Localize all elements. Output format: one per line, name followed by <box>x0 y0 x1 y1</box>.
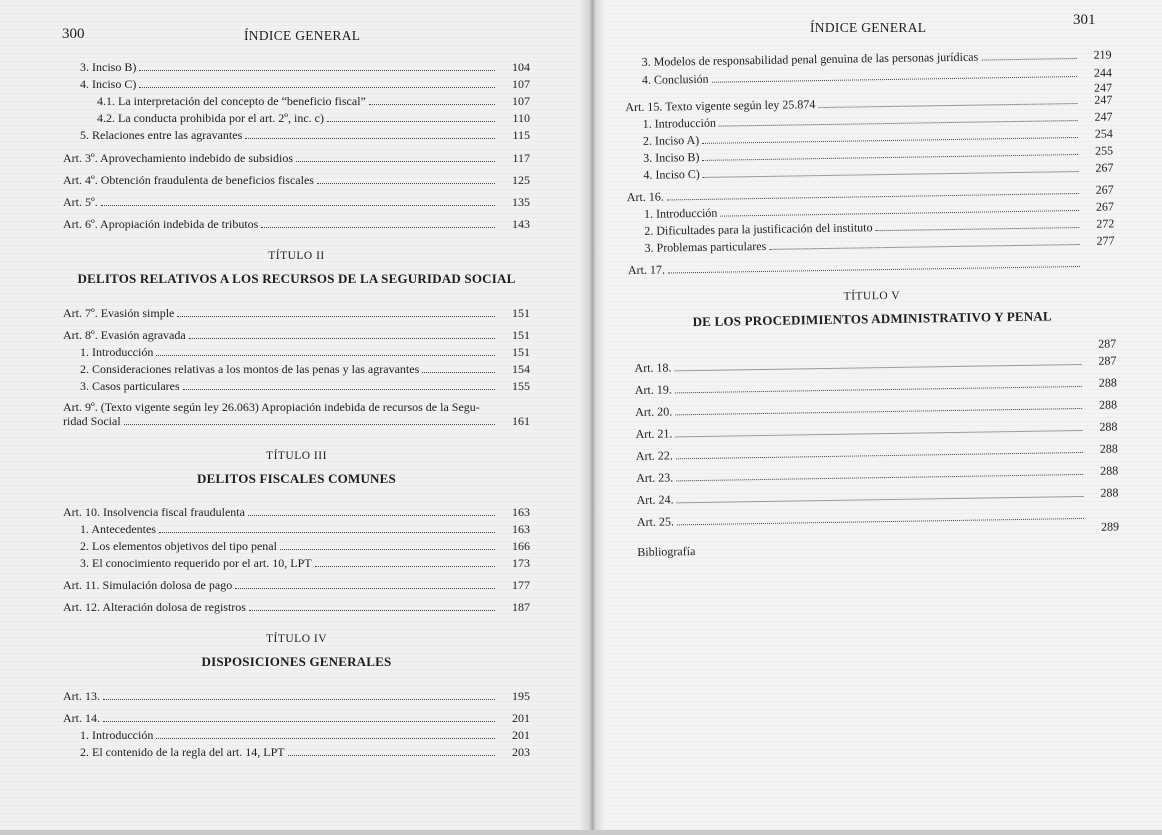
toc-entry-page: 288 <box>1099 419 1118 434</box>
toc-entry[interactable] <box>636 485 1118 507</box>
toc-entry-page: 177 <box>512 578 530 592</box>
toc-entry[interactable] <box>63 195 530 209</box>
toc-entry-page: 107 <box>512 77 530 91</box>
toc-entry-page: 117 <box>512 151 530 165</box>
leader-dots <box>296 151 495 162</box>
toc-entry-page: 244 <box>1093 65 1112 80</box>
toc-entry-page <box>1083 266 1115 267</box>
leader-dots <box>719 110 1078 127</box>
toc-entry-label: Art. 12. Alteración dolosa de registros <box>63 600 246 614</box>
leader-dots <box>675 376 1082 393</box>
toc-entry[interactable] <box>637 507 1119 529</box>
page-number: 300 <box>62 26 85 42</box>
leader-dots <box>124 414 495 425</box>
toc-entry-label: 3. Modelos de responsabilidad penal genuina de las personas jurídicas <box>641 49 979 69</box>
leader-dots <box>711 66 1076 83</box>
toc-entry-label: Art. 25. <box>636 514 674 529</box>
leader-dots <box>248 505 495 516</box>
toc-entry-page: 187 <box>512 600 530 614</box>
toc-entry-label: Art. 24. <box>636 492 674 507</box>
leader-dots <box>139 77 495 88</box>
toc-entry-page <box>695 555 727 556</box>
leader-dots <box>422 362 495 373</box>
leader-dots <box>156 728 495 739</box>
toc-entry-page: 143 <box>512 217 530 231</box>
toc-entry-label: Art. 10. Insolvencia fiscal fraudulenta <box>63 505 245 519</box>
toc-entry[interactable] <box>63 578 530 592</box>
toc-entry-page: 288 <box>1098 397 1118 412</box>
leader-dots <box>676 442 1083 459</box>
leader-dots <box>245 128 495 139</box>
toc-entry-page: 254 <box>1094 126 1113 141</box>
toc-entry[interactable] <box>80 728 530 742</box>
toc-entry[interactable] <box>80 522 530 536</box>
toc-entry-page: 155 <box>512 379 530 393</box>
toc-entry-label: Art. 13. <box>63 689 100 703</box>
toc-entry-page: 287 <box>1098 336 1117 351</box>
toc-entry-page: 151 <box>512 345 530 359</box>
toc-entry-label: 2. Inciso A) <box>642 132 700 148</box>
toc-entry[interactable] <box>63 306 530 320</box>
toc-entry[interactable] <box>63 151 530 165</box>
toc-entry-label: Art. 15. Texto vigente según ley 25.874 <box>625 97 816 115</box>
leader-dots <box>249 600 495 611</box>
section-heading: DELITOS RELATIVOS A LOS RECURSOS DE LA SEGURIDAD SOCIAL <box>77 271 516 286</box>
toc-entry-page: 272 <box>1096 216 1115 231</box>
toc-entry-label: 4.1. La interpretación del concepto de “beneficio fiscal” <box>97 94 366 108</box>
toc-entry-page: 289 <box>1100 519 1120 534</box>
toc-entry[interactable] <box>80 745 530 759</box>
toc-entry-page: 255 <box>1095 143 1114 158</box>
toc-entry[interactable] <box>636 441 1118 463</box>
toc-entry-label: Art. 8º. Evasión agravada <box>63 328 186 342</box>
toc-right <box>584 0 1162 835</box>
toc-entry-page: 247 <box>1094 92 1113 107</box>
title-label: TÍTULO II <box>268 250 325 262</box>
toc-entry-label: 1. Introducción <box>80 728 154 742</box>
toc-entry-label: 1. Introducción <box>80 345 154 359</box>
section-heading: DISPOSICIONES GENERALES <box>201 654 392 669</box>
toc-entry-label: 4.2. La conducta prohibida por el art. 2º, inc. c) <box>97 111 324 125</box>
toc-entry-page: 104 <box>512 60 530 74</box>
toc-entry[interactable] <box>63 217 530 231</box>
toc-entry-page: 201 <box>512 728 530 742</box>
toc-entry-label: Art. 11. Simulación dolosa de pago <box>63 578 233 592</box>
toc-entry[interactable] <box>635 397 1117 419</box>
toc-entry-label: Art. 5º. <box>63 195 98 209</box>
toc-entry-page: 107 <box>512 94 530 108</box>
toc-entry-page: 267 <box>1095 160 1114 175</box>
toc-entry-page: 247 <box>1094 109 1113 124</box>
toc-entry-page: 125 <box>512 173 530 187</box>
toc-entry-label: 2. El contenido de la regla del art. 14, LPT <box>80 745 285 759</box>
toc-entry-page: 288 <box>1100 485 1119 500</box>
toc-entry-label: Art. 20. <box>635 404 673 420</box>
leader-dots <box>317 173 495 184</box>
toc-entry-label: Art. 22. <box>635 448 673 463</box>
toc-entry-page: 163 <box>512 505 530 519</box>
toc-entry[interactable] <box>80 539 530 553</box>
toc-entry[interactable] <box>80 128 530 142</box>
title-label: TÍTULO III <box>266 450 327 462</box>
title-label: TÍTULO V <box>843 289 901 303</box>
leader-dots <box>103 689 495 700</box>
leader-dots <box>177 306 495 317</box>
toc-entry <box>1069 336 1116 351</box>
leader-dots <box>702 127 1078 144</box>
toc-entry-label-cont: ridad Social <box>63 414 121 428</box>
leader-dots <box>875 217 1079 231</box>
toc-entry[interactable] <box>635 375 1117 397</box>
leader-dots <box>668 256 1080 273</box>
toc-entry[interactable] <box>80 77 530 91</box>
toc-entry-label: 3. Inciso B) <box>643 149 700 165</box>
leader-dots <box>981 48 1077 60</box>
book-gutter <box>578 0 606 830</box>
leader-dots <box>675 398 1082 415</box>
toc-entry-label: Art. 17. <box>627 262 666 278</box>
leader-dots <box>139 60 495 71</box>
toc-entry[interactable] <box>63 600 530 614</box>
toc-entry[interactable] <box>63 173 530 187</box>
title-label: TÍTULO IV <box>265 633 328 645</box>
leader-dots <box>261 217 495 228</box>
toc-entry-label: Art. 6º. Apropiación indebida de tributos <box>63 217 259 231</box>
toc-entry-label: Art. 16. <box>626 189 664 205</box>
toc-entry-page: 267 <box>1095 182 1114 197</box>
leader-dots <box>703 161 1079 178</box>
toc-entry-label: Art. 19. <box>634 382 672 398</box>
leader-dots <box>288 745 495 756</box>
toc-entry-page: 161 <box>512 414 530 428</box>
toc-entry-page: 154 <box>512 362 530 376</box>
leader-dots <box>675 420 1082 437</box>
toc-entry-page: 166 <box>512 539 530 553</box>
running-head: ÍNDICE GENERAL <box>810 20 927 35</box>
toc-entry-page: 173 <box>512 556 530 570</box>
leader-dots <box>327 111 495 122</box>
leader-dots <box>674 354 1081 371</box>
leader-dots <box>818 93 1077 108</box>
leader-dots <box>676 464 1083 481</box>
toc-entry-label: 1. Introducción <box>642 115 717 131</box>
toc-entry-label: 3. Casos particulares <box>80 379 180 393</box>
toc-entry-label: 2. Dificultades para la justificación del instituto <box>644 220 873 238</box>
toc-entry[interactable] <box>642 65 1112 86</box>
leader-dots <box>720 200 1079 217</box>
toc-entry-page: 195 <box>512 689 530 703</box>
toc-entry-page: 267 <box>1095 199 1115 214</box>
toc-entry-page: 277 <box>1096 233 1115 248</box>
toc-entry[interactable] <box>63 711 530 725</box>
toc-entry-page: 247 <box>1094 80 1113 95</box>
toc-entry[interactable] <box>634 353 1116 375</box>
toc-entry-label: 4. Inciso C) <box>80 77 137 91</box>
toc-entry[interactable] <box>63 689 530 703</box>
toc-entry[interactable] <box>97 111 530 125</box>
toc-entry-label: 3. Inciso B) <box>80 60 137 74</box>
toc-entry-page: 203 <box>512 745 530 759</box>
toc-entry-page: 110 <box>512 111 530 125</box>
leader-dots <box>189 328 495 339</box>
section-heading: DELITOS FISCALES COMUNES <box>197 471 396 486</box>
section-heading: DE LOS PROCEDIMIENTOS ADMINISTRATIVO Y PENAL <box>692 308 1052 330</box>
toc-entry[interactable] <box>637 540 937 559</box>
leader-dots <box>702 144 1078 161</box>
toc-entry-page: 115 <box>512 128 530 142</box>
leader-dots <box>677 508 1084 525</box>
toc-entry-label: 3. Problemas particulares <box>644 238 767 255</box>
toc-entry-label: 4. Inciso C) <box>643 166 700 182</box>
leader-dots <box>156 345 495 356</box>
leader-dots <box>676 486 1083 503</box>
toc-entry[interactable] <box>635 419 1117 441</box>
toc-entry-label: Bibliografía <box>637 544 696 559</box>
toc-entry[interactable] <box>80 379 530 393</box>
leader-dots <box>159 522 495 533</box>
toc-entry[interactable] <box>63 505 530 519</box>
toc-entry-page: 219 <box>1093 47 1112 62</box>
toc-entry-page: 163 <box>512 522 530 536</box>
toc-entry-label: 5. Relaciones entre las agravantes <box>80 128 243 142</box>
toc-entry-label: Art. 23. <box>636 470 674 485</box>
toc-entry-page: 287 <box>1098 353 1117 368</box>
leader-dots <box>667 183 1079 200</box>
toc-entry-page: 151 <box>512 306 530 320</box>
toc-entry-label: 2. Los elementos objetivos del tipo penal <box>80 539 277 553</box>
toc-entry-page: 288 <box>1100 463 1119 478</box>
toc-entry[interactable] <box>80 362 530 376</box>
right-page <box>590 0 1162 830</box>
toc-entry-label: Art. 9º. (Texto vigente según ley 26.063) Apropiación indebida de recursos de la Segu- <box>63 400 480 414</box>
toc-entry[interactable] <box>80 345 530 359</box>
toc-entry-label: Art. 4º. Obtención fraudulenta de beneficios fiscales <box>63 173 314 187</box>
leader-dots <box>183 379 495 390</box>
leader-dots <box>315 556 495 567</box>
page-number: 301 <box>1073 12 1096 28</box>
leader-dots <box>280 539 495 550</box>
running-head: ÍNDICE GENERAL <box>244 28 361 43</box>
toc-entry[interactable] <box>80 60 530 74</box>
leader-dots <box>101 195 495 206</box>
toc-entry-label: 2. Consideraciones relativas a los montos de las penas y las agravantes <box>80 362 420 376</box>
toc-entry-label: 4. Conclusión <box>641 71 709 87</box>
toc-entry-label: 3. El conocimiento requerido por el art. 10, LPT <box>80 556 312 570</box>
leader-dots <box>769 234 1079 250</box>
toc-entry[interactable] <box>63 328 530 342</box>
toc-entry-page: 135 <box>512 195 530 209</box>
toc-entry-label: 1. Antecedentes <box>80 522 156 536</box>
toc-entry-page: 151 <box>512 328 530 342</box>
toc-entry[interactable] <box>636 463 1118 485</box>
toc-entry[interactable] <box>628 255 1115 277</box>
toc-entry-label: Art. 14. <box>63 711 100 725</box>
toc-entry-label: Art. 7º. Evasión simple <box>63 306 175 320</box>
toc-entry-page: 201 <box>512 711 530 725</box>
toc-entry-page: 288 <box>1098 375 1117 390</box>
toc-entry-label: Art. 21. <box>635 426 673 442</box>
leader-dots <box>235 578 495 589</box>
leader-dots <box>103 711 495 722</box>
toc-entry[interactable] <box>80 556 530 570</box>
toc-entry-label: Art. 18. <box>634 360 672 376</box>
toc-entry[interactable] <box>97 94 530 108</box>
toc-entry-label: Art. 3º. Aprovechamiento indebido de subsidios <box>63 151 294 165</box>
toc-entry-label: 1. Introducción <box>643 205 718 221</box>
toc-entry[interactable] <box>63 400 530 428</box>
leader-dots <box>369 94 495 105</box>
toc-entry-page: 288 <box>1099 441 1118 456</box>
toc-entry <box>1072 519 1119 534</box>
